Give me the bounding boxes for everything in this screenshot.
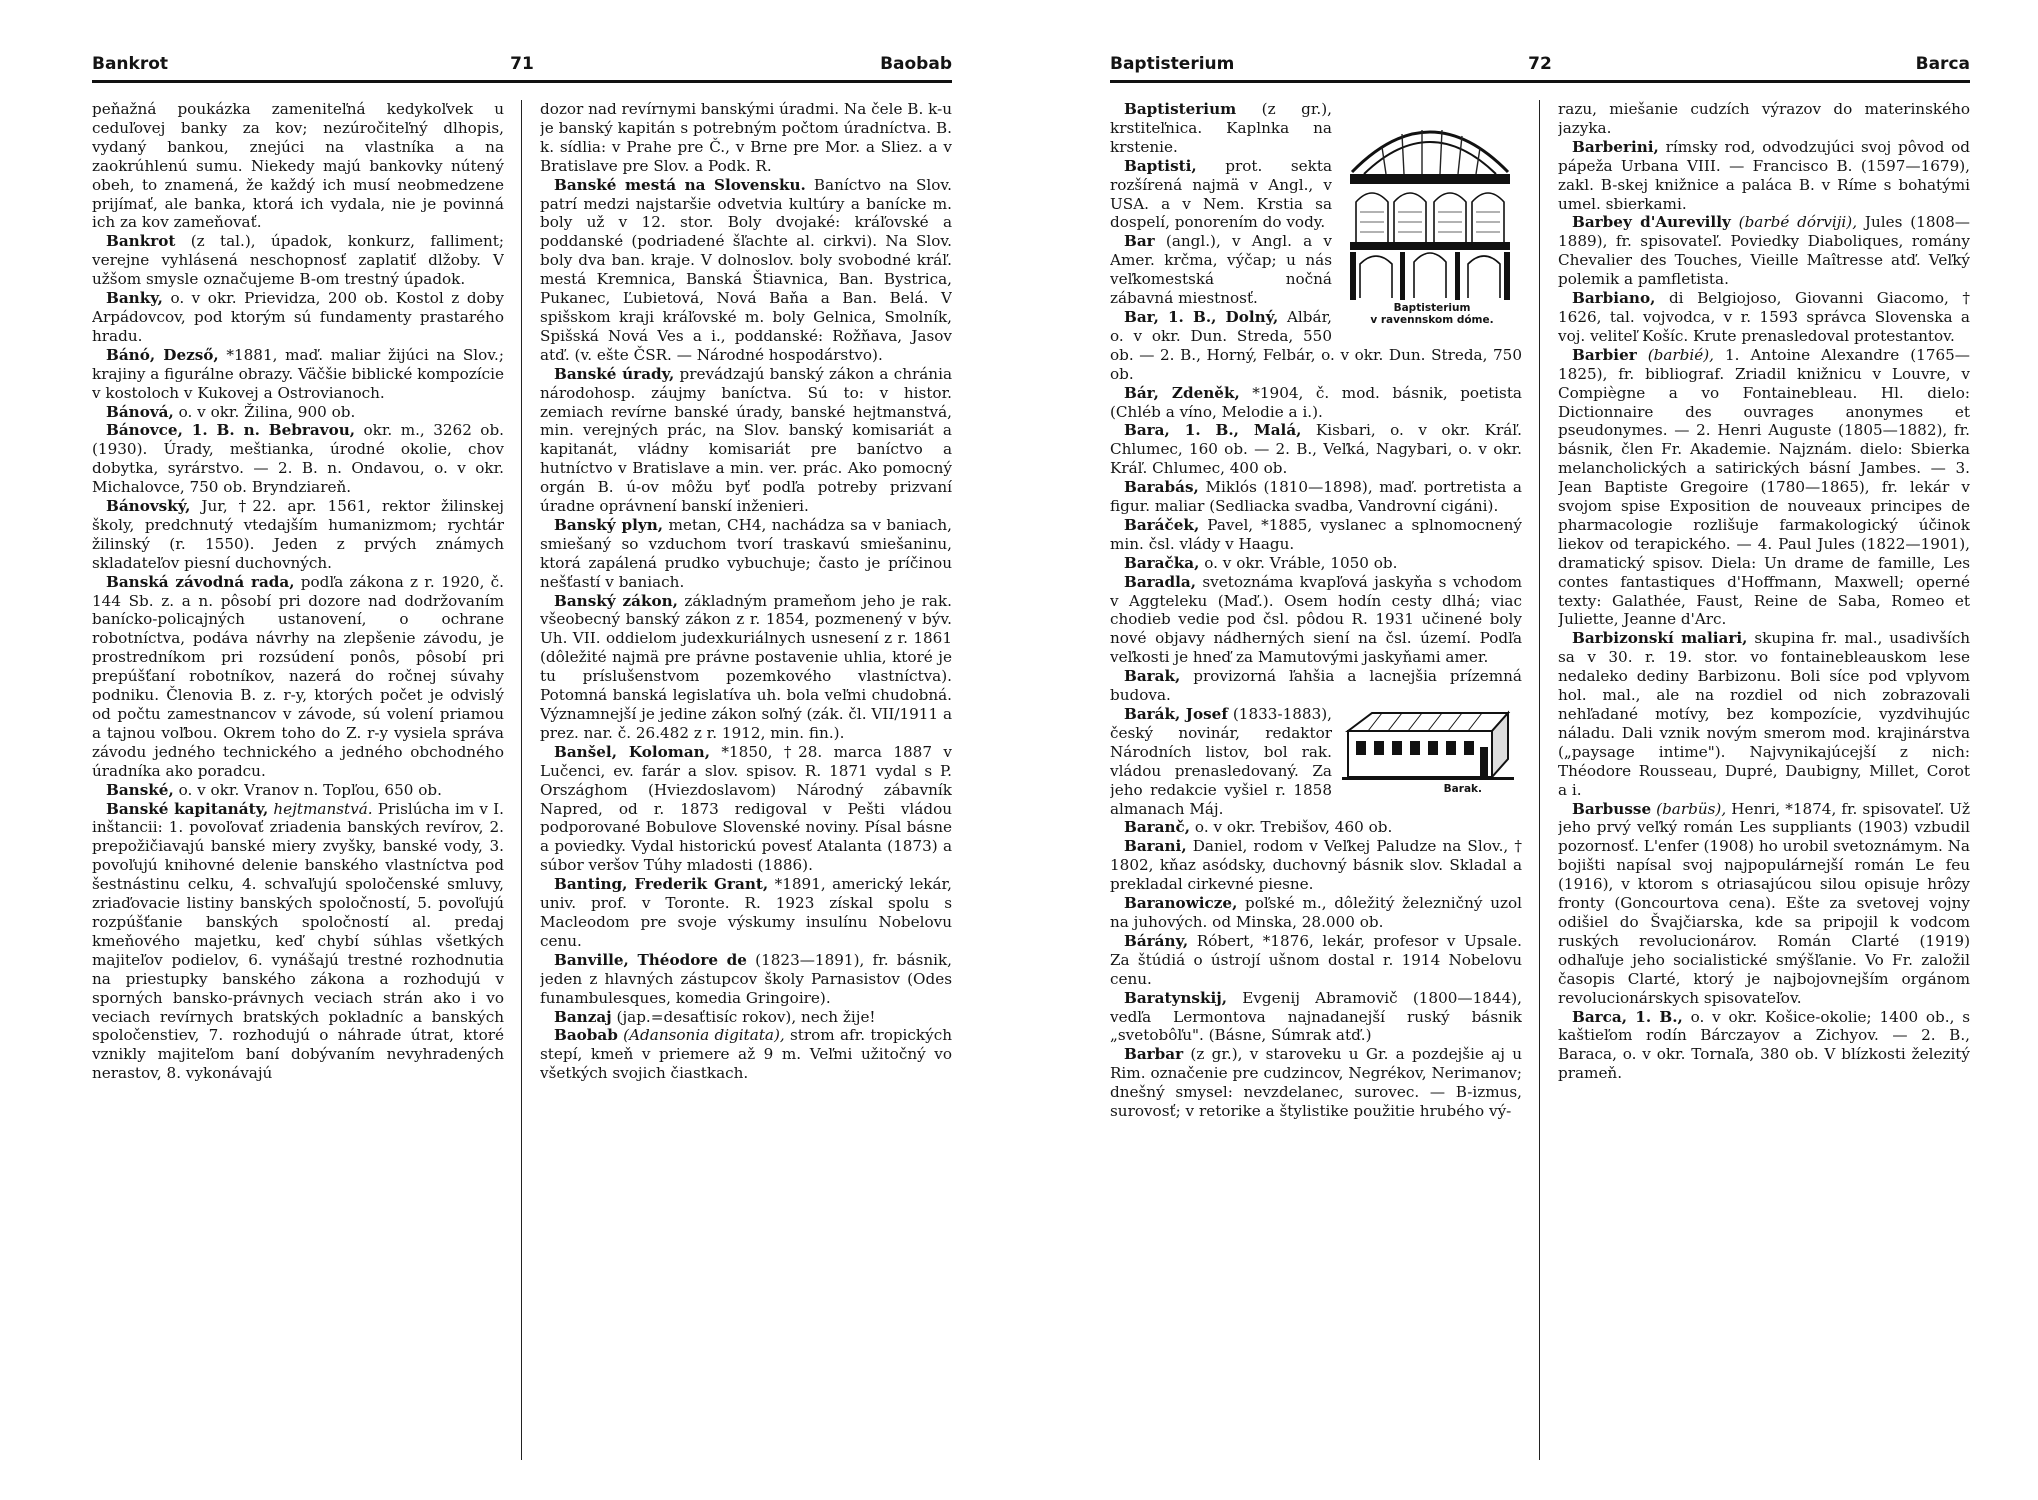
- dictionary-entry: [1110, 932, 1522, 989]
- dictionary-entry: [1110, 1045, 1522, 1121]
- entry-italic: (barbié),: [1636, 345, 1714, 364]
- entry-text: metan, CH4, nachádza sa v baniach, smiešaný so vzduchom tvorí traskavú smiešaninu, ktorá zapálená prudko vybuchuje; často je príčinou nešťastí v baniach.: [540, 515, 952, 591]
- baptisterium-illustration: [1342, 102, 1518, 302]
- dictionary-entry: [1110, 573, 1522, 668]
- entry-headword: Barák, Josef: [1124, 705, 1228, 723]
- entry-headword: Baratynskij,: [1124, 988, 1228, 1007]
- entry-headword: Barbey d'Aurevilly: [1572, 213, 1731, 232]
- entry-text: skupina fr. mal., usadivších sa v 30. r. 19. stor. vo fontainebleauskom lese nedaleko dediny Barbizonu. Boli síce pod vplyvom hol. mal., ale na rozdiel od nich zobrazovali nehľadané motívy, bez kompozície, vyzdvihujúc náladu. Dali vznik novým smerom mod. krajinárstva („paysage intime"). Najvynikajúcejší z nich: Théodore Rousseau, Dupré, Daubigny, Millet, Corot a i.: [1558, 629, 1970, 799]
- left-page: [92, 50, 952, 1480]
- entry-text: peňažná poukázka zameniteľná kedykoľvek u ceduľovej banky za kov; nezúročiteľný dlhopis, vydaný bankou, znejúci na vlastníka a na zaokrúhlenú sumu. Niekedy majú bankovky nútený obeh, to znamená, že každý ich musí neobmedzene prijímať, ale banka, ktorá ich vydala, nie je povinná ich za kov zameňovať.: [92, 100, 504, 232]
- entry-text: prot. sekta rozšírená najmä v Angl., v USA. a v Nem. Krstia sa dospelí, ponorením do vody.: [1110, 156, 1332, 232]
- running-header: [1110, 50, 1970, 76]
- entry-text: Miklós (1810—1898), maď. portretista a figur. maliar (Sedliacka svadba, Vandrovní cigáni).: [1110, 478, 1522, 516]
- dictionary-entry: [540, 875, 952, 951]
- entry-text: *1904, č. mod. básnik, poetista (Chléb a víno, Melodie a i.).: [1110, 383, 1522, 421]
- entry-headword: Banský zákon,: [554, 591, 678, 610]
- entry-headword: Bara, 1. B., Malá,: [1124, 421, 1302, 440]
- dictionary-entry: [1110, 894, 1522, 932]
- entry-text: poľské m., dôležitý železničný uzol na juhových. od Minska, 28.000 ob.: [1110, 894, 1522, 931]
- entry-headword: Banky,: [106, 289, 163, 308]
- header-left-word: Bankrot: [92, 54, 169, 74]
- entry-text: o. v okr. Košice-okolie; 1400 ob., s kaštieľom rodín Bárczayov a Zichyov. — 2. B., Baraca, o. v okr. Tornaľa, 380 ob. V blízkosti železitý prameň.: [1558, 1007, 1970, 1083]
- dictionary-entry: [540, 592, 952, 743]
- entry-headword: Baptisti,: [1124, 156, 1197, 175]
- entry-headword: Banské úrady,: [554, 364, 675, 383]
- entry-text: (z tal.), úpadok, konkurz, falliment; verejne vyhlásená neschopnosť zaplatiť dlžoby. V užšom smysle označujeme B-om trestný úpadok.: [92, 232, 504, 289]
- entry-headword: Banšel, Koloman,: [554, 742, 710, 761]
- entry-text: strom afr. tropických stepí, kmeň v priemere až 9 m. Veľmi užitočný vo všetkých svojich čiastkach.: [540, 1026, 952, 1083]
- column-1: [92, 100, 504, 1480]
- entry-text: dozor nad revírnymi banskými úradmi. Na čele B. k-u je banský kapitán s potrebným počtom úradníctva. B. k. sídlia: v Prahe pre Č., v Brne pre Mor. a Sliez. a v Bratislave pre Slov. a Podk. R.: [540, 100, 952, 175]
- entry-headword: Bánová,: [106, 402, 174, 421]
- entry-headword: Baráček,: [1124, 515, 1200, 534]
- entry-headword: Bárány,: [1124, 931, 1189, 950]
- figure-caption: Barak.: [1443, 783, 1482, 795]
- entry-text: okr. m., 3262 ob. (1930). Úrady, meštianka, úrodné okolie, chov dobytka, syrárstvo. — 2. B. n. Ondavou, o. v okr. Michalovce, 750 ob. Bryndziareň.: [92, 421, 504, 497]
- entry-headword: Baranč,: [1124, 818, 1191, 837]
- entry-headword: Bánovský,: [106, 497, 191, 516]
- dictionary-entry: [1110, 667, 1522, 705]
- entry-text: podľa zákona z r. 1920, č. 144 Sb. z. a n. pôsobí pri dozore nad dodržovaním banícko-policajných ustanovení, o ochrane robotníctva, podáva návrhy na zlepšenie závodu, je prostredníkom pri rozsúdení ponôs, pôsobí pri prepúšťaní robotníkov, nazerá do ročnej súvahy podniku. Členovia B. z. r-y, ktorých počet je odvislý od počtu zamestnancov v závode, sú volení priamou a tajnou voľbou. Okrem toho do Z. r-y vysiela správa závodu jedného technického a jedného obchodného úradníka ako poradcu.: [92, 572, 504, 780]
- entry-headword: Banville, Théodore de: [554, 950, 747, 969]
- dictionary-entry: [92, 100, 504, 232]
- header-right-word: Baobab: [880, 54, 952, 74]
- entry-text: Prislúcha im v I. inštancii: 1. povoľovať zriadenia banských revírov, 2. prepožičiavajú banské miery zvyšky, banské vody, 3. povoľujú knihovné delenie banského vlastníctva pod šestnástinu celku, 4. schvaľujú spoločenské smluvy, zriaďovacie listiny banských spoločností, 5. povoľujú rozpúšťanie banských spoločností al. predaj kmeňového majetku, keď chybí súhlas všetkých majiteľov podielov, 6. vynášajú trestné rozhodnutia na priestupky banského zákona a rozhodujú v sporných bansko-právnych veciach strán ako i vo veciach revírnych bratských pokladníc a banských spoločenstiev, 7. rozhodujú o náhrade útrat, ktoré vznikly majiteľom baní dobývaním nevyhradených nerastov, 8. vykonávajú: [92, 799, 504, 1083]
- baptisterium-figure: [1342, 102, 1522, 326]
- dictionary-entry: [1558, 629, 1970, 799]
- header-rule: [1110, 80, 1970, 83]
- entry-headword: Bar, 1. B., Dolný,: [1124, 307, 1279, 326]
- entry-text: *1891, americký lekár, univ. prof. v Toronte. R. 1923 získal spolu s Macleodom pre svoje výskumy insulínu Nobelovu cenu.: [540, 875, 952, 950]
- entry-italic: (barbé dórviji),: [1730, 213, 1858, 232]
- entry-text: di Belgiojoso, Giovanni Giacomo, † 1626, tal. vojvodca, v r. 1593 správca Slovenska a voj. veliteľ Košíc. Krute prenasledoval protestantov.: [1558, 289, 1970, 345]
- dictionary-entry: [92, 346, 504, 403]
- dictionary-entry: [92, 232, 504, 289]
- dictionary-entry: [1110, 421, 1522, 478]
- figure-caption: Baptisterium: [1393, 302, 1471, 314]
- page-number: 71: [510, 54, 534, 74]
- dictionary-entry: [540, 100, 952, 176]
- entry-headword: Baobab: [554, 1026, 618, 1045]
- entry-italic: hejtmanstvá.: [268, 799, 373, 818]
- entry-headword: Barak,: [1124, 667, 1181, 686]
- entry-text: o. v okr. Žilina, 900 ob.: [173, 402, 356, 421]
- dictionary-entry: [1558, 213, 1970, 289]
- entry-text: Daniel, rodom v Veľkej Paludze na Slov., † 1802, kňaz asódsky, duchovný básnik slov. Skladal a prekladal cirkevné piesne.: [1110, 837, 1522, 894]
- dictionary-entry: [540, 516, 952, 592]
- entry-headword: Bar: [1124, 232, 1155, 251]
- entry-text: rímsky rod, odvodzujúci svoj pôvod od pápeža Urbana VIII. — Francisco B. (1597—1679), zakl. B-skej knižnice a paláca B. v Ríme s bohatými umel. sbierkami.: [1558, 137, 1970, 213]
- dictionary-entry: [92, 421, 504, 497]
- entry-text: razu, miešanie cudzích výrazov do materinského jazyka.: [1558, 100, 1970, 137]
- dictionary-entry: [1558, 1008, 1970, 1084]
- entry-text: (jap.=desaťtisíc rokov), nech žije!: [611, 1007, 876, 1026]
- entry-headword: Baračka,: [1124, 553, 1200, 572]
- entry-headword: Banting, Frederik Grant,: [554, 875, 769, 894]
- entry-headword: Banská závodná rada,: [106, 572, 295, 591]
- dictionary-entry: [540, 176, 952, 365]
- page-number: 72: [1528, 54, 1552, 74]
- column-divider: [521, 100, 522, 1460]
- dictionary-entry: [540, 365, 952, 516]
- entry-text: *1850, †28. marca 1887 v Lučenci, ev. farár a slov. spisov. R. 1871 vydal s P. Országhom (Hviezdoslavom) Národný zábavník Napred, od r. 1873 redigoval v Pešti vládou podporované Bobulove Slovenské noviny. Písal básne a poviedky. Vydal historickú povesť Atalanta (1873) a súbor veršov Túhy mladosti (1886).: [540, 742, 952, 875]
- entry-text: Kisbari, o. v okr. Kráľ. Chlumec, 160 ob. — 2. B., Veľká, Nagybari, o. v okr. Kráľ. Chlumec, 400 ob.: [1110, 421, 1522, 478]
- header-left-word: Baptisterium: [1110, 54, 1235, 74]
- entry-headword: Banský plyn,: [554, 515, 664, 534]
- entry-headword: Barani,: [1124, 837, 1187, 856]
- dictionary-entry: [1110, 989, 1522, 1046]
- dictionary-entry: [92, 573, 504, 781]
- entry-text: Henri, *1874, fr. spisovateľ. Už jeho prvý veľký román Les suppliants (1903) vzbudil pozornosť. L'enfer (1908) ho urobil svetoznámym. Na bojišti napísal svoj najpopulárnejší román Le feu (1916), v ktorom s otriasajúcou silou opisuje hrôzy fronty (Goncourtova cena). Ešte za svetovej vojny odišiel do Švajčiarska, kde sa pripojil k vodcom ruských revolucionárov. Román Clarté (1919) odhaľuje jeho socialistické smýšľanie. Vo Fr. založil časopis Clarté, ktorý je najbojovnejším orgánom revolucionárskych spisovateľov.: [1558, 799, 1970, 1007]
- entry-text: o. v okr. Vranov n. Topľou, 650 ob.: [173, 780, 442, 799]
- dictionary-entry: [1558, 346, 1970, 630]
- dictionary-entry: [1110, 384, 1522, 422]
- dictionary-entry: [1110, 554, 1522, 573]
- entry-headword: Barca, 1. B.,: [1572, 1007, 1683, 1026]
- dictionary-entry: [1558, 289, 1970, 346]
- entry-text: (z gr.), krstiteľnica. Kaplnka na krstenie.: [1110, 100, 1332, 156]
- entry-headword: Baranowicze,: [1124, 894, 1238, 913]
- entry-text: (angl.), v Angl. a v Amer. krčma, výčap; u nás veľkomestská nočná zábavná miestnosť.: [1110, 232, 1332, 308]
- column-2: [540, 100, 952, 1480]
- barak-illustration: [1342, 709, 1514, 783]
- dictionary-entry: [540, 1008, 952, 1027]
- dictionary-entry: [540, 1026, 952, 1083]
- entry-headword: Banzaj: [554, 1007, 612, 1026]
- dictionary-entry: [1110, 478, 1522, 516]
- entry-headword: Barbizonskí maliari,: [1572, 629, 1748, 648]
- entry-text: (1823—1891), fr. básnik, jeden z hlavných zástupcov školy Parnasistov (Odes funambulesques, komedia Gringoire).: [540, 950, 952, 1007]
- column-2: [1558, 100, 1970, 1480]
- dictionary-entry: [1558, 800, 1970, 1008]
- dictionary-entry: [1110, 516, 1522, 554]
- entry-text: Jules (1808—1889), fr. spisovateľ. Poviedky Diaboliques, romány Chevalier des Touches, Vieille Maîtresse atď. Veľký polemik a pamfletista.: [1558, 213, 1970, 289]
- dictionary-entry: [92, 289, 504, 346]
- barak-figure: [1342, 709, 1522, 795]
- dictionary-entry: [540, 951, 952, 1008]
- header-right-word: Barca: [1915, 54, 1970, 74]
- header-rule: [92, 80, 952, 83]
- dictionary-entry: [92, 781, 504, 800]
- entry-text: *1881, maď. maliar žijúci na Slov.; krajiny a figurálne obrazy. Väčšie biblické kompozície v kostoloch v Kukovej a Ostrovianoch.: [92, 345, 504, 402]
- entry-text: o. v okr. Trebišov, 460 ob.: [1190, 818, 1393, 837]
- dictionary-entry: [1110, 837, 1522, 894]
- entry-headword: Bánovce, 1. B. n. Bebravou,: [106, 421, 356, 440]
- entry-text: Albár, o. v okr. Dun. Streda, 550 ob. — 2. B., Horný, Felbár, o. v okr. Dun. Streda, 750 ob.: [1110, 307, 1522, 383]
- right-page: [1110, 50, 1970, 1480]
- figure-caption: v ravennskom dóme.: [1370, 314, 1494, 326]
- entry-text: Baníctvo na Slov. patrí medzi najstaršie odvetvia kultúry a banícke m. boly už v 12. stor. Boly dvojaké: kráľovské a poddanské (podriadené šľachte al. cirkvi). Na Slov. boly dva ban. kraje. V dolnoslov. boly svobodné kráľ. mestá Kremnica, Banská Štiavnica, Ban. Bystrica, Pukanec, Ľubietová, Nová Baňa a Ban. Belá. V spišskom kraji kráľovské m. boly Gelnica, Smolník, Spišská Nová Ves a i., poddanské: Rožňava, Jasov atď. (v. ešte ČSR. — Národné hospodárstvo).: [540, 175, 952, 364]
- entry-headword: Barbiano,: [1572, 289, 1656, 308]
- running-header: [92, 50, 952, 76]
- entry-text: (z gr.), v staroveku u Gr. a pozdejšie aj u Rim. označenie pre cudzincov, Negrékov, Nerimanov; dnešný smysel: nevzdelanec, surovec. — B-izmus, surovosť; v retorike a štylistike použitie hrubého vý-: [1110, 1045, 1522, 1121]
- entry-headword: Baptisterium: [1124, 100, 1237, 118]
- dictionary-entry: [540, 743, 952, 875]
- dictionary-entry: [1558, 100, 1970, 138]
- entry-headword: Barbar: [1124, 1045, 1184, 1064]
- entry-italic: (barbüs),: [1651, 799, 1727, 818]
- entry-text: provizorná ľahšia a lacnejšia prízemná budova.: [1110, 667, 1522, 705]
- entry-headword: Banské mestá na Slovensku.: [554, 175, 806, 194]
- entry-headword: Barberini,: [1572, 137, 1659, 156]
- entry-text: Pavel, *1885, vyslanec a splnomocnený min. čsl. vlády v Haagu.: [1110, 515, 1522, 553]
- dictionary-entry: [92, 497, 504, 573]
- entry-text: základným prameňom jeho je rak. všeobecný banský zákon z r. 1854, pozmenený v býv. Uh. VII. oddielom judexkuriálnych usnesení z r. 1861 (dôležité najmä pre právne postavenie uhlia, ktoré je tu príslušenstvom pozemkového vlastníctva). Potomná banská legislatíva uh. bola veľmi chudobná. Významnejší je jedine zákon soľný (zák. čl. VII/1911 a prez. nar. č. 26.482 z r. 1912, min. fin.).: [540, 591, 952, 742]
- dictionary-entry: [1558, 138, 1970, 214]
- entry-text: prevádzajú banský zákon a chránia národohosp. záujmy baníctva. Sú to: v histor. zemiach revírne banské úrady, banské hejtmanstvá, min. verejných prác, na Slov. banský komisariát a kapitanát, vládny komisariát pre baníctvo a hutníctvo v Bratislave a min. ver. prác. Ako pomocný orgán B. ú-ov môžu byť podľa potreby prizvaní úradne oprávnení banskí inženieri.: [540, 364, 952, 516]
- dictionary-entry: [92, 403, 504, 422]
- entry-headword: Bánó, Dezső,: [106, 345, 219, 364]
- entry-headword: Barbier: [1572, 345, 1637, 364]
- column-divider: [1539, 100, 1540, 1460]
- column-1: [1110, 100, 1522, 1480]
- entry-text: o. v okr. Prievidza, 200 ob. Kostol z doby Arpádovcov, pod ktorým sú fundamenty prastarého hradu.: [92, 289, 504, 345]
- entry-text: o. v okr. Vráble, 1050 ob.: [1199, 553, 1398, 572]
- entry-text: 1. Antoine Alexandre (1765—1825), fr. bibliograf. Zriadil knižnicu v Louvre, v Compiègne a vo Fontainebleau. Hl. dielo: Dictionnaire des ouvrages anonymes et pseudonymes. — 2. Henri Auguste (1805—1882), fr. básnik, člen Fr. Akademie. Najznám. dielo: Sbierka melancholických a satirických básní Jambes. — 3. Jean Baptiste Gregoire (1780—1865), fr. lekár v svojom spise Exposition de nouveaux principes de pharmacologie rozlišuje farmakologický účinok liekov od terapického. — 4. Paul Jules (1822—1901), dramatický spisov. Diela: Un drame de famille, Les contes fantastiques d'Hoffmann, Maxwell; operné texty: Galathée, Faust, Reine de Saba, Romeo et Juliette, Jeanne d'Arc.: [1558, 345, 1970, 629]
- entry-headword: Banské kapitanáty,: [106, 799, 269, 818]
- entry-text: Róbert, *1876, lekár, profesor v Upsale. Za štúdiá o ústrojí ušnom dostal r. 1914 Nobelovu cenu.: [1110, 931, 1522, 988]
- entry-headword: Banské,: [106, 780, 174, 799]
- entry-headword: Baradla,: [1124, 572, 1197, 591]
- entry-text: Evgenij Abramovič (1800—1844), vedľa Lermontova najnadanejší ruský básnik „svetobôľu". (Básne, Súmrak atď.): [1110, 988, 1522, 1045]
- entry-text: (1833-1883), český novinár, redaktor Národních listov, bol rak. vládou prenasledovaný. Za jeho redakcie vyšiel r. 1858 almanach Máj.: [1110, 705, 1332, 818]
- dictionary-entry: [92, 800, 504, 1084]
- entry-italic: (Adansonia digitata),: [617, 1026, 785, 1045]
- entry-headword: Bár, Zdeněk,: [1124, 383, 1240, 402]
- entry-headword: Bankrot: [106, 232, 176, 251]
- dictionary-entry: [1110, 818, 1522, 837]
- entry-text: Jur, †22. apr. 1561, rektor žilinskej školy, predchnutý vtedajším humanizmom; rychtár žilinský (r. 1550). Jeden z prvých známych skladateľov piesní duchovných.: [92, 497, 504, 572]
- entry-text: svetoznáma kvapľová jaskyňa s vchodom v Aggteleku (Maď.). Osem hodín cesty dlhá; viac chodieb vedie pod čsl. pôdou R. 1931 učinené boly nové objavy nádherných siení na čsl. území. Podľa veľkosti je hneď za Mamutovými jaskyňami amer.: [1110, 572, 1522, 667]
- entry-headword: Barbusse: [1572, 799, 1652, 818]
- entry-headword: Barabás,: [1124, 478, 1199, 497]
